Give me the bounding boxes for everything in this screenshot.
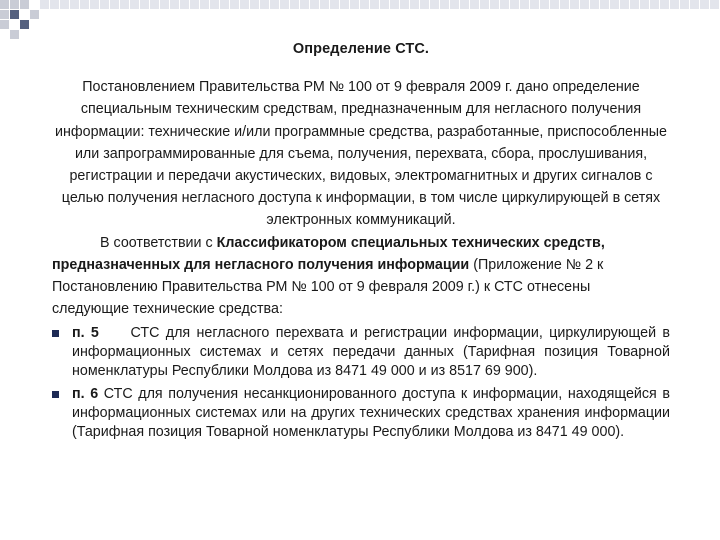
decorative-square-grid <box>0 0 720 40</box>
classification-tail: (Приложение № 2 к Постановлению Правительства РМ № 100 от 9 февраля 2009 г.) к СТС отнесены следующие технические средства: <box>52 256 604 318</box>
item-text: СТС для негласного перехвата и регистрации информации, циркулирующей в информационных системах и сетях передачи данных (Тарифная позиция Товарной номенклатуры Республики Молдова из 8471 49 000 и из 8517 69 900). <box>72 325 670 380</box>
classification-lead: В соответствии с <box>100 234 213 251</box>
classification-paragraph <box>52 232 670 321</box>
list-item <box>52 385 670 442</box>
square-bullet-icon <box>52 330 59 337</box>
list-item <box>52 324 670 381</box>
item-number: п. 5 <box>72 325 99 342</box>
slide-title: Определение СТС. <box>292 41 430 57</box>
item-number: п. 6 <box>72 386 99 403</box>
slide-content <box>52 38 670 442</box>
square-grid-graphic <box>0 0 720 40</box>
square-bullet-icon <box>52 391 59 398</box>
classifier-title: Классификатором специальных технических средств, предназначенных для негласного получения информации <box>52 234 605 273</box>
item-text: СТС для получения несанкционированного доступа к информации, находящейся в информационных системах или на других технических средствах хранения информации (Тарифная позиция Товарной номенклатуры Республики Молдова из 8471 49 000). <box>72 386 670 441</box>
technical-means-list <box>52 324 670 442</box>
intro-paragraph: Постановлением Правительства РМ № 100 от 9 февраля 2009 г. дано определение специальным техническим средствам, предназначенным для негласного получения информации: технические и/или программные средства, разработанные, приспособленные или запрограммированные для съема, получения, перехвата, сбора, прослушивания, регистрации и передачи акустических, видовых, электромагнитных и других сигналов с целью получения негласного доступа к информации, в том числе циркулирующей в сетях электронных коммуникаций. <box>54 79 668 229</box>
